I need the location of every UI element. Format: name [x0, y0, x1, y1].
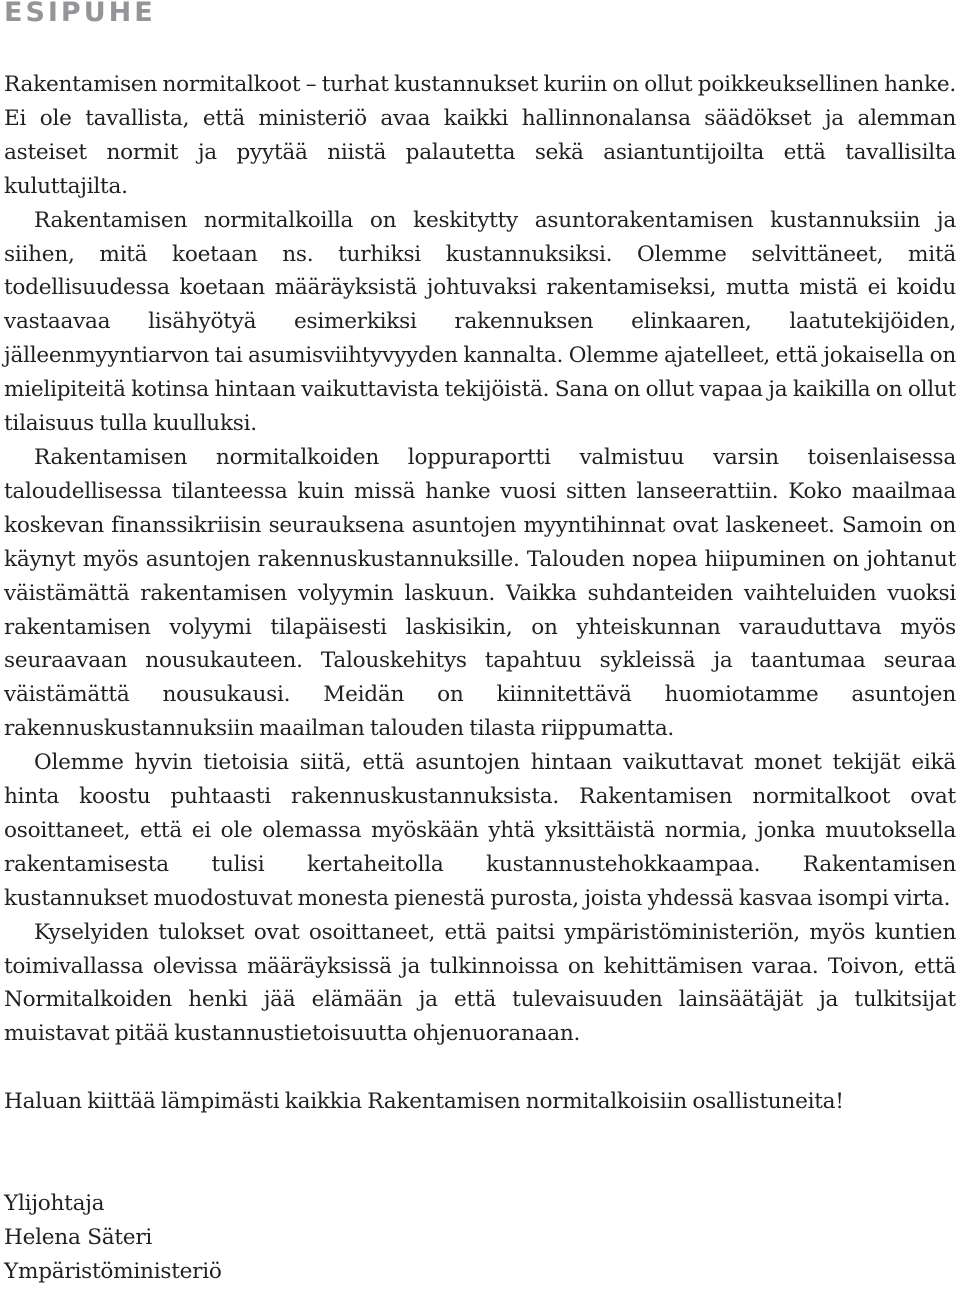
preface-body [4, 68, 956, 1051]
signature-block [4, 1187, 956, 1289]
document-page [4, 0, 956, 1289]
signer-name: Helena Säteri [4, 1225, 153, 1251]
paragraph-5: Kyselyiden tulokset ovat osoittaneet, että paitsi ympäristöministeriön, myös kuntien toimivallassa olevissa määräyksissä ja tulkinnoissa on kehittämisen varaa. Toivon, että Normitalkoiden henki jää elämään ja että tulevaisuuden lainsäätäjät ja tulkitsijat muistavat pitää kustannustietoisuutta ohjenuoranaan. [4, 919, 956, 1047]
paragraph-3: Rakentamisen normitalkoiden loppuraportti valmistuu varsin toisenlaisessa taloudellisessa tilanteessa kuin missä hanke vuosi sitten lanseerattiin. Koko maailmaa koskevan finanssikriisin seurauksena asuntojen myyntihinnat ovat laskeneet. Samoin on käynyt myös asuntojen rakennuskustannuksille. Talouden nopea hiipuminen on johtanut väistämättä rakentamisen volyymin laskuun. Vaikka suhdanteiden vaihteluiden vuoksi rakentamisen volyymi tilapäisesti laskisikin, on yhteiskunnan varauduttava myös seuraavaan nousukauteen. Talouskehitys tapahtuu sykleissä ja taantumaa seuraa väistämättä nousukausi. Meidän on kiinnitettävä huomiotamme asuntojen rakennuskustannuksiin maailman talouden tilasta riippumatta. [4, 444, 956, 742]
paragraph-1: Rakentamisen normitalkoot – turhat kustannukset kuriin on ollut poikkeuksellinen hanke. Ei ole tavallista, että ministeriö avaa kaikki hallinnonalansa säädökset ja alemman asteiset normit ja pyytää niistä palautetta sekä asiantuntijoilta että tavallisilta kuluttajilta. [4, 72, 956, 199]
signer-title: Ylijohtaja [4, 1191, 105, 1217]
page-heading: ESIPUHE [4, 0, 156, 28]
closing-sentence: Haluan kiittää lämpimästi kaikkia Rakentamisen normitalkoisiin osallistuneita! [4, 1089, 844, 1115]
paragraph-2: Rakentamisen normitalkoilla on keskitytty asuntorakentamisen kustannuksiin ja siihen, mitä koetaan ns. turhiksi kustannuksiksi. Olemme selvittäneet, mitä todellisuudessa koetaan määräyksistä johtuvaksi rakentamiseksi, mutta mistä ei koidu vastaavaa lisähyötyä esimerkiksi rakennuksen elinkaaren, laatutekijöiden, jälleenmyyntiarvon tai asumisviihtyvyyden kannalta. Olemme ajatelleet, että jokaisella on mielipiteitä kotinsa hintaan vaikuttavista tekijöistä. Sana on ollut vapaa ja kaikilla on ollut tilaisuus tulla kuulluksi. [4, 207, 956, 437]
paragraph-4: Olemme hyvin tietoisia siitä, että asuntojen hintaan vaikuttavat monet tekijät eikä hinta koostu puhtaasti rakennuskustannuksista. Rakentamisen normitalkoot ovat osoittaneet, että ei ole olemassa myöskään yhtä yksittäistä normia, jonka muutoksella rakentamisesta tulisi kertaheitolla kustannustehokkaampaa. Rakentamisen kustannukset muodostuvat monesta pienestä purosta, joista yhdessä kasvaa isompi virta. [4, 750, 956, 911]
signer-organization: Ympäristöministeriö [4, 1259, 222, 1284]
